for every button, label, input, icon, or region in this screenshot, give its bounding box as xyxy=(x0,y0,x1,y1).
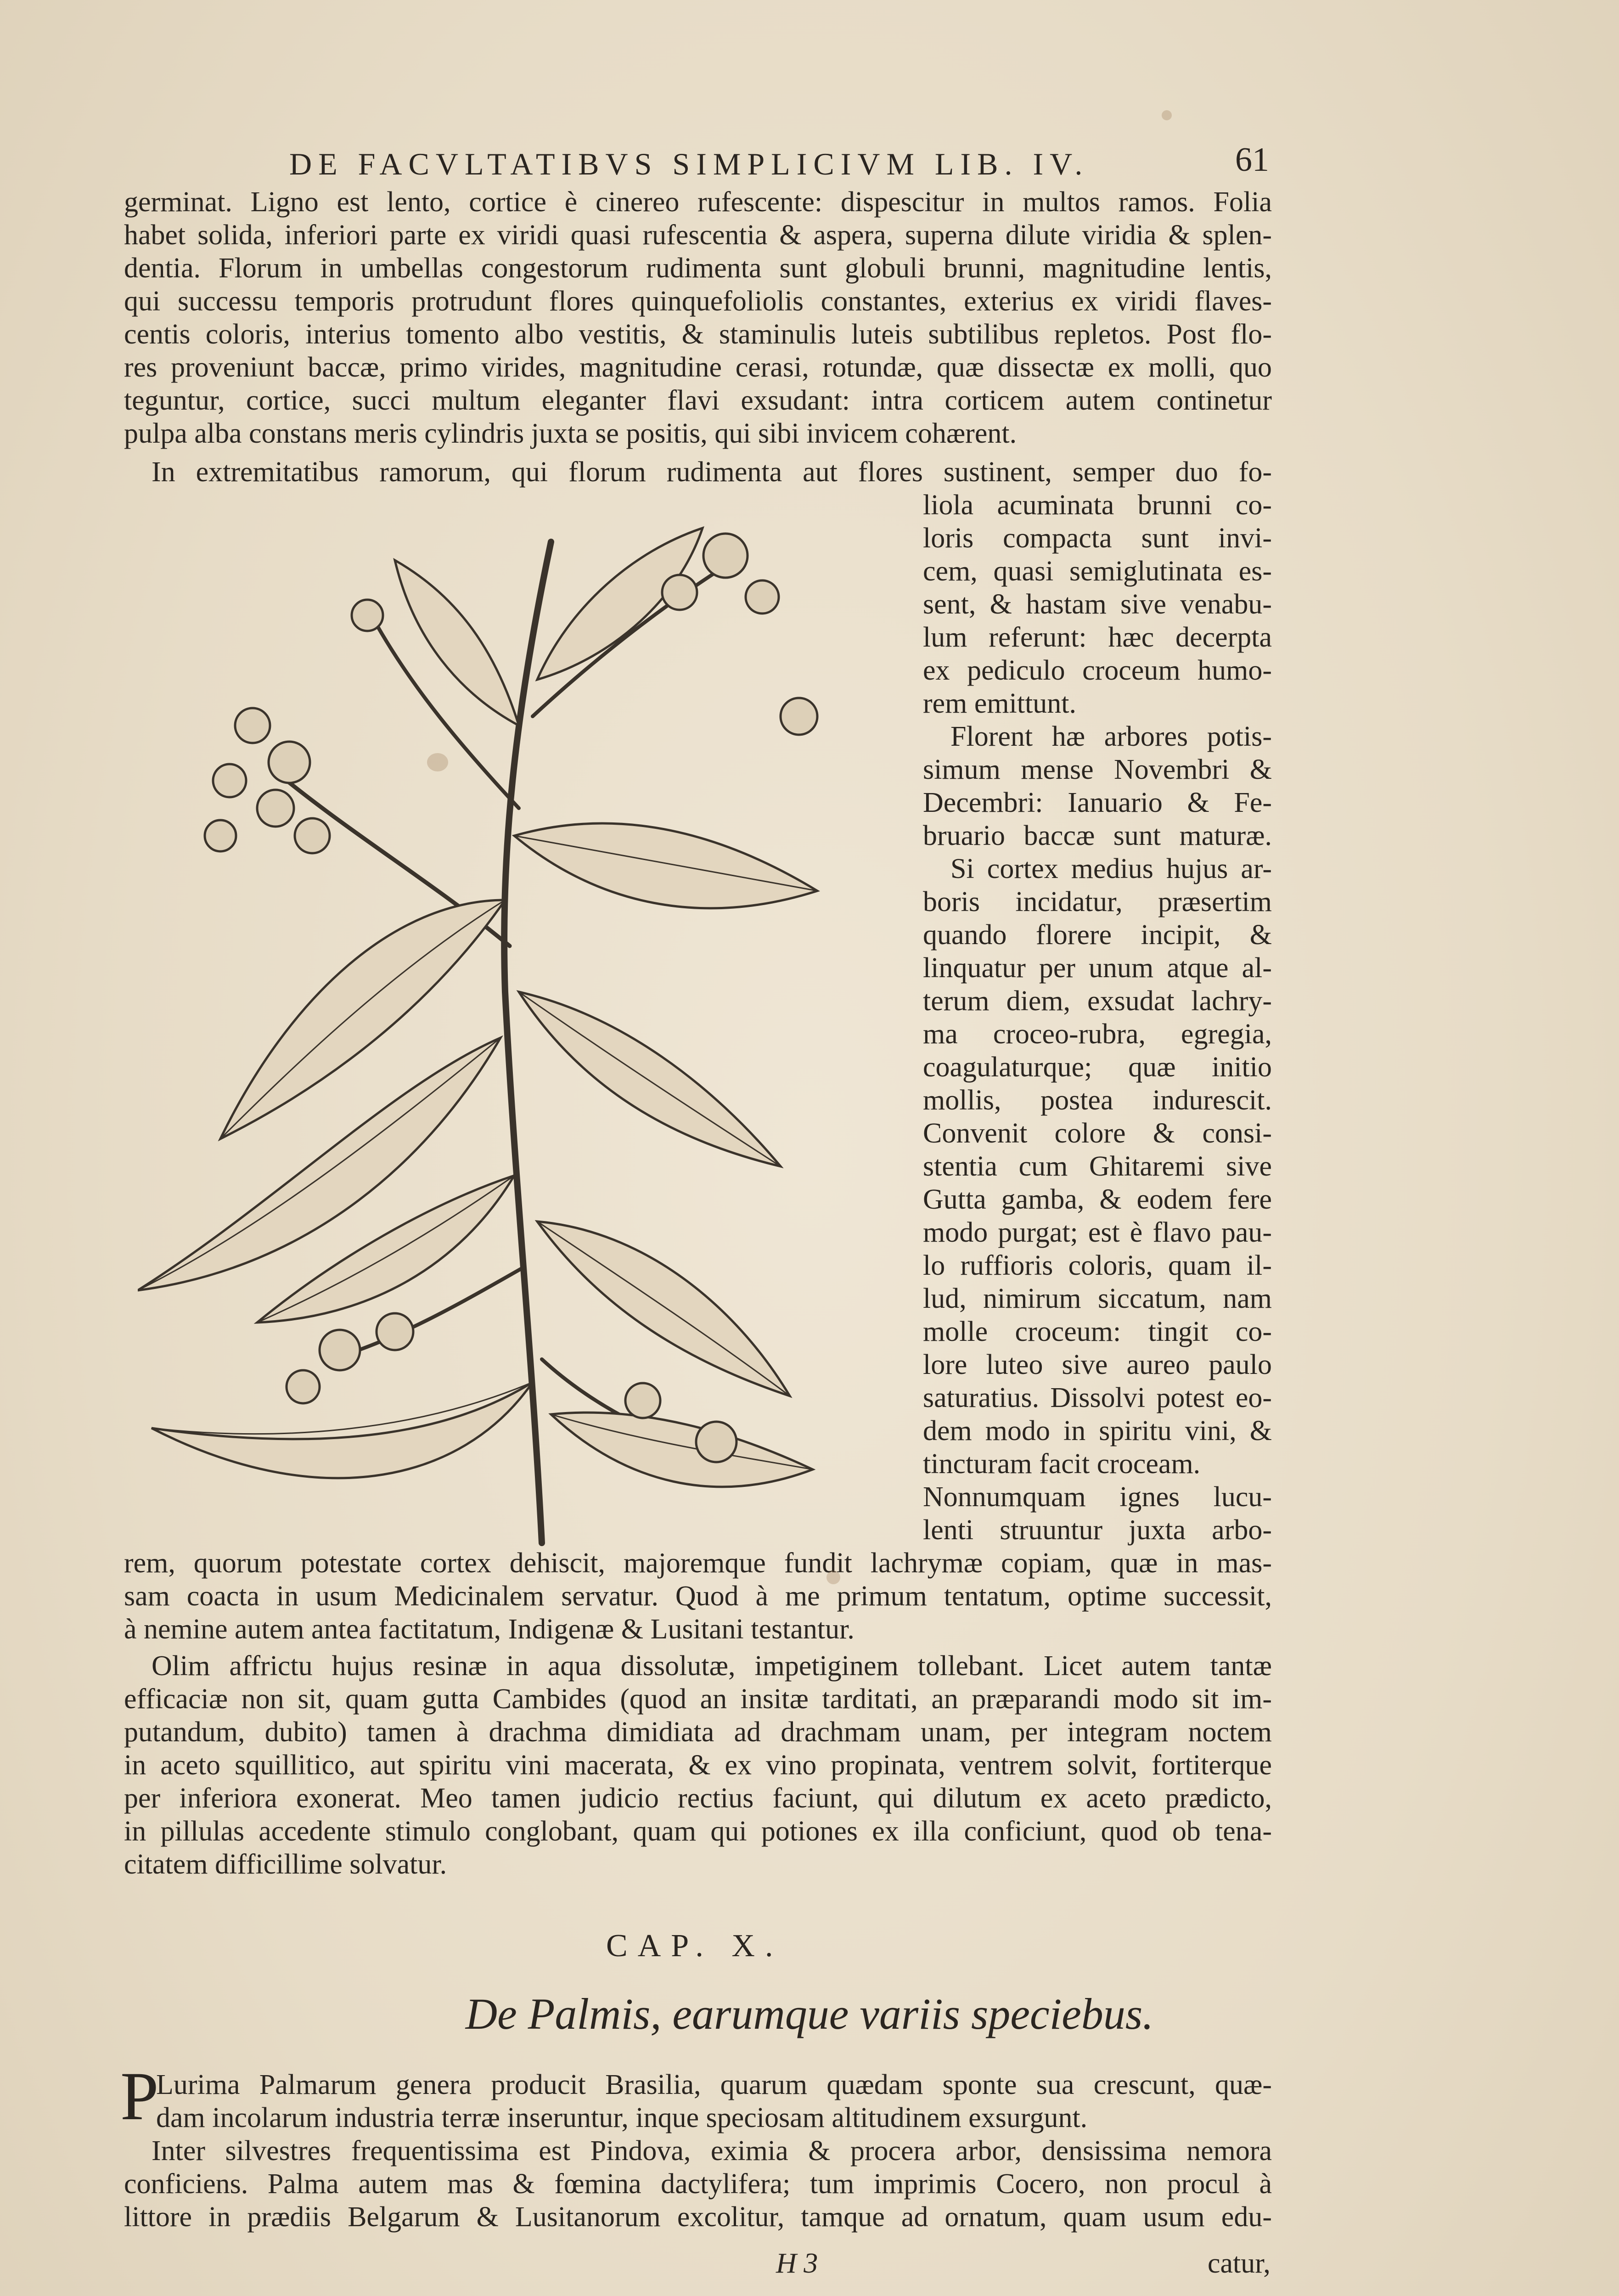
text-line: lore luteo sive aureo paulo xyxy=(923,1349,1272,1380)
signature-mark: H 3 xyxy=(776,2248,818,2279)
text-line: modo purgat; est è flavo pau- xyxy=(923,1217,1272,1248)
running-head: DE FACVLTATIBVS SIMPLICIVM LIB. IV. xyxy=(289,146,1089,181)
chapter-number: CAP. X. xyxy=(606,1928,783,1964)
text-line: sam coacta in usum Medicinalem servatur. Quod à me primum tentatum, optime successit, xyxy=(124,1581,1272,1612)
text-line: centis coloris, interius tomento albo vestitis, & staminulis luteis subtilibus repletos. Post flo- xyxy=(124,319,1272,350)
text-line: teguntur, cortice, succi multum eleganter flavi exsudant: intra corticem autem continetur xyxy=(124,385,1272,416)
chapter-title: De Palmis, earumque variis speciebus. xyxy=(465,1989,1154,2038)
text-line: Gutta gamba, & eodem fere xyxy=(923,1184,1272,1215)
text-line: Convenit colore & consi- xyxy=(923,1118,1272,1149)
text-line: habet solida, inferiori parte ex viridi quasi rufescentia & aspera, superna dilute viridia & splen- xyxy=(124,219,1272,251)
text-line: Si cortex medius hujus ar- xyxy=(950,853,1272,884)
text-line: per inferiora exonerat. Meo tamen judicio rectius faciunt, qui dilutum ex aceto prædicto, xyxy=(124,1783,1272,1814)
text-line: dentia. Florum in umbellas congestorum rudimenta sunt globuli brunni, magnitudine lentis, xyxy=(124,253,1272,284)
text-line: dem modo in spiritu vini, & xyxy=(923,1415,1272,1446)
text-line: In extremitatibus ramorum, qui florum rudimenta aut flores sustinent, semper duo fo- xyxy=(152,456,1272,488)
drop-cap: P xyxy=(120,2058,159,2134)
foxing-spot xyxy=(826,1570,840,1584)
text-line: cem, quasi semiglutinata es- xyxy=(923,556,1272,587)
text-line: boris incidatur, præsertim xyxy=(923,886,1272,917)
text-line: qui successu temporis protrudunt flores quinquefoliolis constantes, exterius ex viridi flaves- xyxy=(124,286,1272,317)
text-line: loris compacta sunt invi- xyxy=(923,523,1272,554)
text-line: à nemine autem antea factitatum, Indigenæ & Lusitani testantur. xyxy=(124,1614,854,1645)
plant-woodcut-illustration xyxy=(138,487,914,1589)
text-line: efficaciæ non sit, quam gutta Cambides (quod an insitæ tarditati, an præparandi modo sit im- xyxy=(124,1683,1272,1715)
text-line: citatem difficillime solvatur. xyxy=(124,1849,447,1880)
text-line: tincturam facit croceam. xyxy=(923,1448,1201,1480)
text-line: littore in prædiis Belgarum & Lusitanorum excolitur, tamque ad ornatum, quam usum edu- xyxy=(124,2201,1272,2233)
text-line: quando florere incipit, & xyxy=(923,919,1272,951)
text-line: lo ruffioris coloris, quam il- xyxy=(923,1250,1272,1281)
text-line: linquatur per unum atque al- xyxy=(923,952,1272,984)
text-line: lenti struuntur juxta arbo- xyxy=(923,1514,1272,1546)
text-line: sent, & hastam sive venabu- xyxy=(923,589,1272,620)
text-line: Lurima Palmarum genera producit Brasilia, quarum quædam sponte sua crescunt, quæ- xyxy=(156,2069,1272,2100)
text-line: coagulaturque; quæ initio xyxy=(923,1052,1272,1083)
text-line: dam incolarum industria terræ inseruntur, inque speciosam altitudinem exsurgunt. xyxy=(156,2102,1088,2133)
text-line: germinat. Ligno est lento, cortice è cinereo rufescente: dispescitur in multos ramos. Folia xyxy=(124,186,1272,218)
text-line: Decembri: Ianuario & Fe- xyxy=(923,787,1272,818)
text-line: in pillulas accedente stimulo conglobant, quam qui potiones ex illa conficiunt, quod ob tena- xyxy=(124,1816,1272,1847)
text-line: bruario baccæ sunt maturæ. xyxy=(923,820,1272,851)
text-line: putandum, dubito) tamen à drachma dimidiata ad drachmam unam, per integram noctem xyxy=(124,1716,1272,1748)
text-line: liola acuminata brunni co- xyxy=(923,490,1272,521)
text-line: Florent hæ arbores potis- xyxy=(950,721,1272,752)
foxing-spot xyxy=(1162,110,1172,120)
foxing-spot xyxy=(427,753,448,771)
text-line: molle croceum: tingit co- xyxy=(923,1316,1272,1347)
page-number: 61 xyxy=(1235,141,1269,179)
text-line: mollis, postea indurescit. xyxy=(923,1085,1272,1116)
text-line: Inter silvestres frequentissima est Pindova, eximia & procera arbor, densissima nemora xyxy=(152,2135,1272,2167)
text-line: ex pediculo croceum humo- xyxy=(923,655,1272,686)
text-line: terum diem, exsudat lachry- xyxy=(923,985,1272,1017)
text-line: in aceto squillitico, aut spiritu vini macerata, & ex vino propinata, ventrem solvit, fortiterque xyxy=(124,1750,1272,1781)
text-line: rem emittunt. xyxy=(923,688,1077,719)
text-line: Olim affrictu hujus resinæ in aqua dissolutæ, impetiginem tollebant. Licet autem tantæ xyxy=(152,1650,1272,1682)
text-line: res proveniunt baccæ, primo virides, magnitudine cerasi, rotundæ, quæ dissectæ ex molli, quo xyxy=(124,352,1272,383)
text-line: lud, nimirum siccatum, nam xyxy=(923,1283,1272,1314)
text-line: saturatius. Dissolvi potest eo- xyxy=(923,1382,1272,1413)
text-line: simum mense Novembri & xyxy=(923,754,1272,785)
text-line: stentia cum Ghitaremi sive xyxy=(923,1151,1272,1182)
text-line: pulpa alba constans meris cylindris juxta se positis, qui sibi invicem cohærent. xyxy=(124,418,1017,449)
text-line: lum referunt: hæc decerpta xyxy=(923,622,1272,653)
text-line: rem, quorum potestate cortex dehiscit, majoremque fundit lachrymæ copiam, quæ in mas- xyxy=(124,1548,1272,1579)
catchword: catur, xyxy=(1208,2248,1270,2279)
text-line: ma croceo-rubra, egregia, xyxy=(923,1019,1272,1050)
text-line: Nonnumquam ignes lucu- xyxy=(923,1481,1272,1513)
text-line: conficiens. Palma autem mas & fœmina dactylifera; tum imprimis Cocero, non procul à xyxy=(124,2168,1272,2200)
